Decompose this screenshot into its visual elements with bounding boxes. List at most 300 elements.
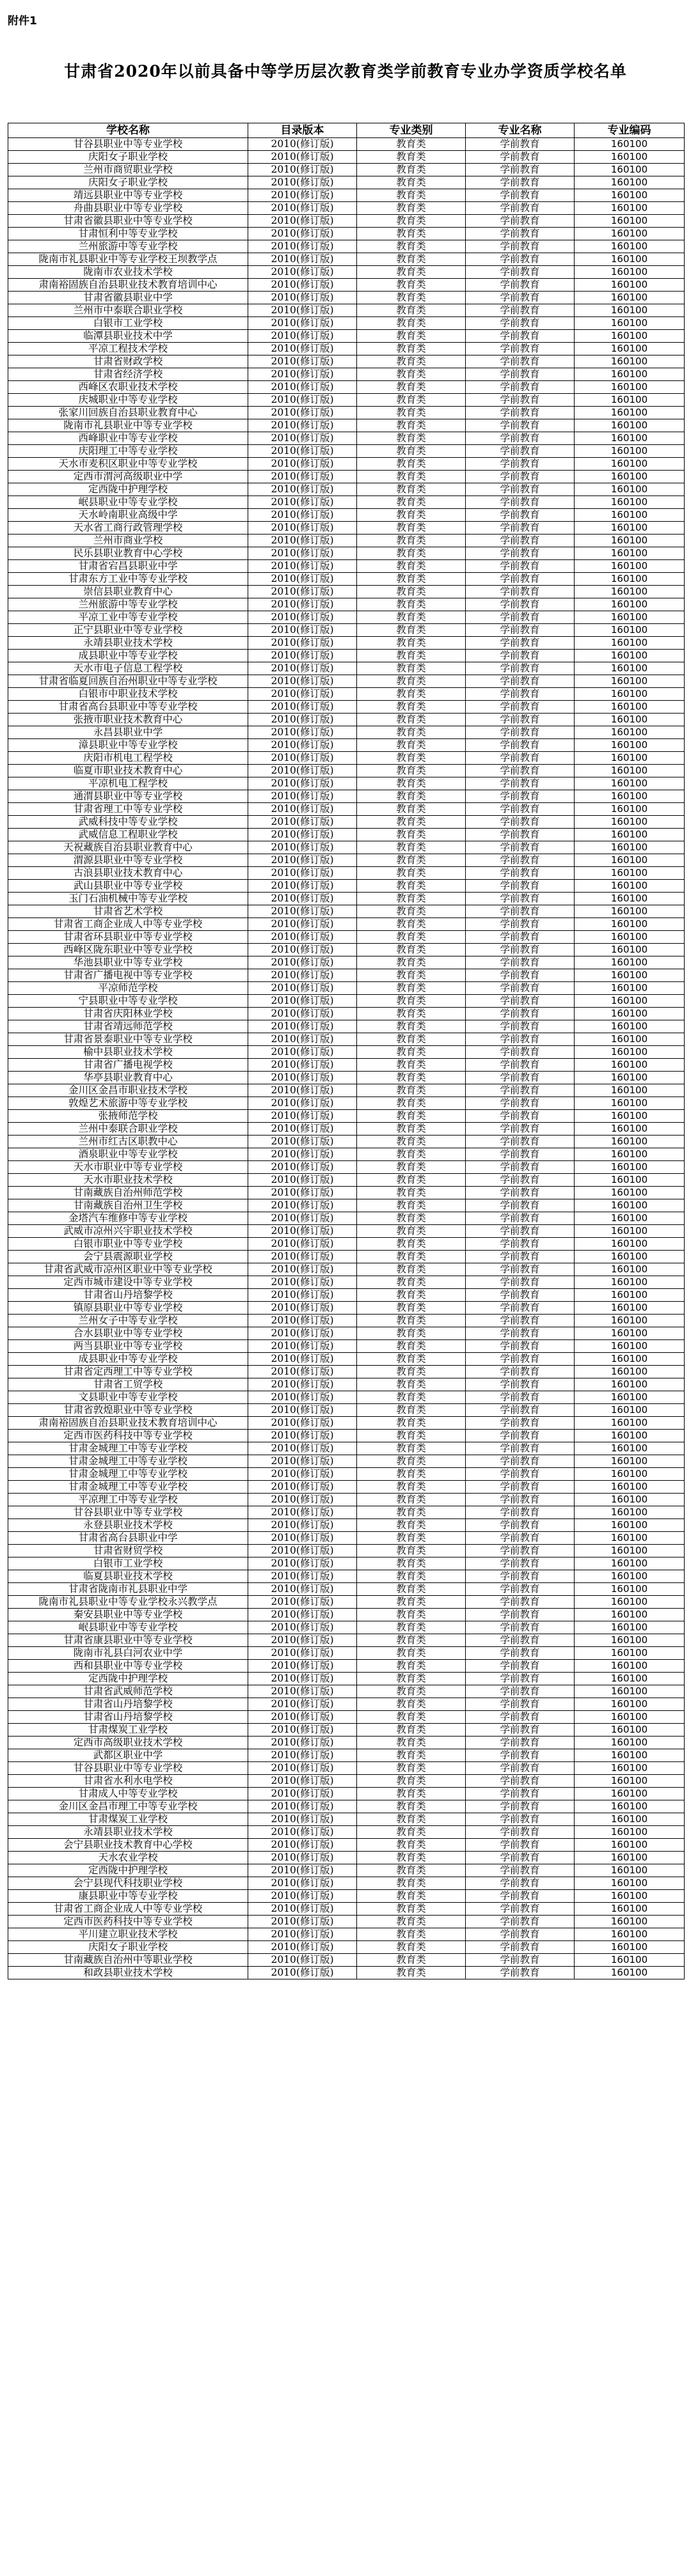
major-name-cell: 学前教育 [466, 151, 575, 164]
table-row [8, 662, 685, 675]
major-code-cell: 160100 [575, 407, 685, 419]
header-catalog-version: 目录版本 [248, 123, 357, 138]
major-code-cell: 160100 [575, 1852, 685, 1864]
major-name-cell: 学前教育 [466, 1954, 575, 1967]
catalog-version-cell: 2010(修订版) [248, 1583, 357, 1596]
school-name-cell: 定西市高级职业技术学校 [8, 1737, 248, 1749]
major-code-cell: 160100 [575, 1532, 685, 1545]
major-code-cell: 160100 [575, 202, 685, 215]
major-category-cell: 教育类 [357, 995, 466, 1008]
major-category-cell: 教育类 [357, 1251, 466, 1263]
major-code-cell: 160100 [575, 522, 685, 535]
school-name-cell: 甘肃恒利中等专业学校 [8, 228, 248, 240]
major-category-cell: 教育类 [357, 1340, 466, 1353]
table-row [8, 790, 685, 803]
major-category-cell: 教育类 [357, 1813, 466, 1826]
major-code-cell: 160100 [575, 956, 685, 969]
catalog-version-cell: 2010(修订版) [248, 1762, 357, 1775]
major-code-cell: 160100 [575, 1557, 685, 1570]
major-name-cell: 学前教育 [466, 598, 575, 611]
major-code-cell: 160100 [575, 752, 685, 765]
major-code-cell: 160100 [575, 1327, 685, 1340]
table-row [8, 1417, 685, 1430]
major-name-cell: 学前教育 [466, 739, 575, 752]
catalog-version-cell: 2010(修订版) [248, 1187, 357, 1199]
major-code-cell: 160100 [575, 1442, 685, 1455]
major-category-cell: 教育类 [357, 1916, 466, 1928]
major-code-cell: 160100 [575, 1148, 685, 1161]
major-code-cell: 160100 [575, 1788, 685, 1800]
major-name-cell: 学前教育 [466, 1020, 575, 1033]
major-name-cell: 学前教育 [466, 650, 575, 662]
major-code-cell: 160100 [575, 1954, 685, 1967]
major-category-cell: 教育类 [357, 1800, 466, 1813]
major-name-cell: 学前教育 [466, 918, 575, 931]
school-name-cell: 陇南市礼县职业中等专业学校 [8, 419, 248, 432]
major-category-cell: 教育类 [357, 1724, 466, 1737]
major-name-cell: 学前教育 [466, 880, 575, 893]
school-name-cell: 甘肃省艺术学校 [8, 905, 248, 918]
catalog-version-cell: 2010(修订版) [248, 637, 357, 650]
school-name-cell: 甘南藏族自治州师范学校 [8, 1187, 248, 1199]
major-category-cell: 教育类 [357, 1634, 466, 1647]
major-category-cell: 教育类 [357, 1967, 466, 1979]
catalog-version-cell: 2010(修订版) [248, 1570, 357, 1583]
major-name-cell: 学前教育 [466, 1928, 575, 1941]
catalog-version-cell: 2010(修订版) [248, 1084, 357, 1097]
school-name-cell: 天水市职业中等专业学校 [8, 1161, 248, 1174]
major-code-cell: 160100 [575, 509, 685, 522]
major-name-cell: 学前教育 [466, 471, 575, 483]
major-code-cell: 160100 [575, 151, 685, 164]
major-code-cell: 160100 [575, 1519, 685, 1532]
major-name-cell: 学前教育 [466, 1391, 575, 1404]
catalog-version-cell: 2010(修订版) [248, 790, 357, 803]
major-name-cell: 学前教育 [466, 1046, 575, 1059]
major-code-cell: 160100 [575, 1136, 685, 1148]
school-name-cell: 甘南藏族自治州中等职业学校 [8, 1954, 248, 1967]
major-code-cell: 160100 [575, 1366, 685, 1378]
table-row [8, 611, 685, 624]
table-row [8, 1276, 685, 1289]
catalog-version-cell: 2010(修订版) [248, 1660, 357, 1673]
major-category-cell: 教育类 [357, 1519, 466, 1532]
major-category-cell: 教育类 [357, 1225, 466, 1238]
major-code-cell: 160100 [575, 1020, 685, 1033]
table-row [8, 419, 685, 432]
major-code-cell: 160100 [575, 1033, 685, 1046]
header-school-name: 学校名称 [8, 123, 248, 138]
major-category-cell: 教育类 [357, 1046, 466, 1059]
table-row [8, 1251, 685, 1263]
major-code-cell: 160100 [575, 1302, 685, 1315]
catalog-version-cell: 2010(修订版) [248, 995, 357, 1008]
catalog-version-cell: 2010(修订版) [248, 598, 357, 611]
major-category-cell: 教育类 [357, 1072, 466, 1084]
school-name-cell: 漳县职业中等专业学校 [8, 739, 248, 752]
catalog-version-cell: 2010(修订版) [248, 1123, 357, 1136]
major-name-cell: 学前教育 [466, 228, 575, 240]
major-name-cell: 学前教育 [466, 637, 575, 650]
major-name-cell: 学前教育 [466, 368, 575, 381]
catalog-version-cell: 2010(修订版) [248, 1059, 357, 1072]
major-category-cell: 教育类 [357, 419, 466, 432]
major-name-cell: 学前教育 [466, 701, 575, 714]
major-category-cell: 教育类 [357, 483, 466, 496]
major-name-cell: 学前教育 [466, 394, 575, 407]
catalog-version-cell: 2010(修订版) [248, 381, 357, 394]
major-name-cell: 学前教育 [466, 509, 575, 522]
table-row [8, 1852, 685, 1864]
major-category-cell: 教育类 [357, 1302, 466, 1315]
table-row [8, 1877, 685, 1890]
catalog-version-cell: 2010(修订版) [248, 1494, 357, 1506]
school-name-cell: 甘肃省工贸学校 [8, 1378, 248, 1391]
major-code-cell: 160100 [575, 253, 685, 266]
document-title: 甘肃省2020年以前具备中等学历层次教育类学前教育专业办学资质学校名单 [64, 62, 627, 81]
catalog-version-cell: 2010(修订版) [248, 189, 357, 202]
major-category-cell: 教育类 [357, 1123, 466, 1136]
major-name-cell: 学前教育 [466, 1864, 575, 1877]
table-row [8, 1813, 685, 1826]
major-name-cell: 学前教育 [466, 1199, 575, 1212]
major-code-cell: 160100 [575, 1110, 685, 1123]
major-category-cell: 教育类 [357, 598, 466, 611]
table-row [8, 1903, 685, 1916]
catalog-version-cell: 2010(修订版) [248, 1928, 357, 1941]
table-row [8, 1839, 685, 1852]
major-name-cell: 学前教育 [466, 803, 575, 816]
major-name-cell: 学前教育 [466, 1263, 575, 1276]
major-code-cell: 160100 [575, 1468, 685, 1481]
catalog-version-cell: 2010(修订版) [248, 240, 357, 253]
catalog-version-cell: 2010(修订版) [248, 956, 357, 969]
table-row [8, 164, 685, 176]
table-row [8, 1225, 685, 1238]
major-category-cell: 教育类 [357, 982, 466, 995]
major-code-cell: 160100 [575, 829, 685, 841]
catalog-version-cell: 2010(修订版) [248, 1378, 357, 1391]
table-row [8, 1084, 685, 1097]
major-code-cell: 160100 [575, 688, 685, 701]
major-category-cell: 教育类 [357, 816, 466, 829]
catalog-version-cell: 2010(修订版) [248, 573, 357, 586]
major-code-cell: 160100 [575, 1084, 685, 1097]
catalog-version-cell: 2010(修订版) [248, 1954, 357, 1967]
table-row [8, 368, 685, 381]
school-name-cell: 平凉工业中等专业学校 [8, 611, 248, 624]
school-name-cell: 甘肃金城理工中等专业学校 [8, 1455, 248, 1468]
school-name-cell: 兰州旅游中等专业学校 [8, 240, 248, 253]
catalog-version-cell: 2010(修订版) [248, 164, 357, 176]
school-name-cell: 渭源县职业中等专业学校 [8, 854, 248, 867]
table-row [8, 1327, 685, 1340]
header-major-category: 专业类别 [357, 123, 466, 138]
table-row [8, 1775, 685, 1788]
school-name-cell: 白银市工业学校 [8, 317, 248, 330]
major-code-cell: 160100 [575, 880, 685, 893]
major-code-cell: 160100 [575, 918, 685, 931]
major-category-cell: 教育类 [357, 944, 466, 956]
catalog-version-cell: 2010(修订版) [248, 1430, 357, 1442]
table-row [8, 496, 685, 509]
major-name-cell: 学前教育 [466, 355, 575, 368]
major-name-cell: 学前教育 [466, 841, 575, 854]
table-row [8, 1621, 685, 1634]
table-row [8, 1353, 685, 1366]
table-row [8, 1673, 685, 1685]
table-row [8, 995, 685, 1008]
major-code-cell: 160100 [575, 458, 685, 471]
major-code-cell: 160100 [575, 1634, 685, 1647]
catalog-version-cell: 2010(修订版) [248, 1775, 357, 1788]
table-row [8, 1596, 685, 1609]
major-code-cell: 160100 [575, 1251, 685, 1263]
table-row [8, 1148, 685, 1161]
school-name-cell: 金川区金昌市理工中等专业学校 [8, 1800, 248, 1813]
major-category-cell: 教育类 [357, 164, 466, 176]
major-category-cell: 教育类 [357, 1430, 466, 1442]
catalog-version-cell: 2010(修订版) [248, 1916, 357, 1928]
major-code-cell: 160100 [575, 1583, 685, 1596]
table-row [8, 1698, 685, 1711]
catalog-version-cell: 2010(修订版) [248, 1020, 357, 1033]
table-row [8, 1928, 685, 1941]
catalog-version-cell: 2010(修订版) [248, 228, 357, 240]
major-code-cell: 160100 [575, 1749, 685, 1762]
major-code-cell: 160100 [575, 292, 685, 304]
major-category-cell: 教育类 [357, 1276, 466, 1289]
major-category-cell: 教育类 [357, 445, 466, 458]
major-category-cell: 教育类 [357, 1327, 466, 1340]
catalog-version-cell: 2010(修订版) [248, 496, 357, 509]
catalog-version-cell: 2010(修订版) [248, 765, 357, 777]
major-category-cell: 教育类 [357, 471, 466, 483]
school-name-cell: 庆阳市机电工程学校 [8, 752, 248, 765]
major-name-cell: 学前教育 [466, 1148, 575, 1161]
major-code-cell: 160100 [575, 1775, 685, 1788]
school-name-cell: 甘肃省广播电视学校 [8, 1059, 248, 1072]
major-code-cell: 160100 [575, 1698, 685, 1711]
school-name-cell: 甘谷县职业中等专业学校 [8, 1506, 248, 1519]
table-row [8, 1123, 685, 1136]
major-name-cell: 学前教育 [466, 496, 575, 509]
major-name-cell: 学前教育 [466, 1583, 575, 1596]
major-category-cell: 教育类 [357, 240, 466, 253]
major-code-cell: 160100 [575, 279, 685, 292]
major-category-cell: 教育类 [357, 343, 466, 355]
school-name-cell: 甘肃东方工业中等专业学校 [8, 573, 248, 586]
major-name-cell: 学前教育 [466, 1877, 575, 1890]
catalog-version-cell: 2010(修订版) [248, 471, 357, 483]
catalog-version-cell: 2010(修订版) [248, 279, 357, 292]
major-name-cell: 学前教育 [466, 726, 575, 739]
table-row [8, 675, 685, 688]
school-name-cell: 宁县职业中等专业学校 [8, 995, 248, 1008]
catalog-version-cell: 2010(修订版) [248, 662, 357, 675]
table-row [8, 1263, 685, 1276]
major-category-cell: 教育类 [357, 650, 466, 662]
major-code-cell: 160100 [575, 714, 685, 726]
table-row [8, 151, 685, 164]
table-row [8, 867, 685, 880]
table-row [8, 1378, 685, 1391]
major-name-cell: 学前教育 [466, 266, 575, 279]
major-code-cell: 160100 [575, 1494, 685, 1506]
catalog-version-cell: 2010(修订版) [248, 343, 357, 355]
major-code-cell: 160100 [575, 726, 685, 739]
major-category-cell: 教育类 [357, 1928, 466, 1941]
school-name-cell: 甘肃省高台县职业中学 [8, 1532, 248, 1545]
school-name-cell: 会宁县现代科技职业学校 [8, 1877, 248, 1890]
major-category-cell: 教育类 [357, 292, 466, 304]
major-name-cell: 学前教育 [466, 1762, 575, 1775]
major-name-cell: 学前教育 [466, 343, 575, 355]
table-row [8, 586, 685, 598]
school-name-cell: 甘肃省经济学校 [8, 368, 248, 381]
major-category-cell: 教育类 [357, 1532, 466, 1545]
major-code-cell: 160100 [575, 1289, 685, 1302]
major-code-cell: 160100 [575, 1967, 685, 1979]
major-category-cell: 教育类 [357, 202, 466, 215]
major-name-cell: 学前教育 [466, 675, 575, 688]
catalog-version-cell: 2010(修订版) [248, 1852, 357, 1864]
school-name-cell: 张掖师范学校 [8, 1110, 248, 1123]
major-code-cell: 160100 [575, 1263, 685, 1276]
major-code-cell: 160100 [575, 790, 685, 803]
major-name-cell: 学前教育 [466, 1967, 575, 1979]
major-name-cell: 学前教育 [466, 1813, 575, 1826]
table-row [8, 215, 685, 228]
major-code-cell: 160100 [575, 1212, 685, 1225]
school-name-cell: 甘肃省庆阳林业学校 [8, 1008, 248, 1020]
catalog-version-cell: 2010(修订版) [248, 1839, 357, 1852]
major-category-cell: 教育类 [357, 1762, 466, 1775]
school-name-cell: 天水农业学校 [8, 1852, 248, 1864]
major-code-cell: 160100 [575, 1800, 685, 1813]
catalog-version-cell: 2010(修订版) [248, 1442, 357, 1455]
catalog-version-cell: 2010(修订版) [248, 266, 357, 279]
major-name-cell: 学前教育 [466, 1161, 575, 1174]
table-row [8, 1136, 685, 1148]
school-name-cell: 酒泉职业中等专业学校 [8, 1148, 248, 1161]
school-name-cell: 武都区职业中学 [8, 1749, 248, 1762]
major-code-cell: 160100 [575, 1123, 685, 1136]
major-name-cell: 学前教育 [466, 535, 575, 547]
major-code-cell: 160100 [575, 1660, 685, 1673]
major-code-cell: 160100 [575, 1813, 685, 1826]
major-code-cell: 160100 [575, 1174, 685, 1187]
major-name-cell: 学前教育 [466, 1033, 575, 1046]
major-code-cell: 160100 [575, 1455, 685, 1468]
table-row [8, 956, 685, 969]
table-row [8, 1609, 685, 1621]
catalog-version-cell: 2010(修订版) [248, 1621, 357, 1634]
school-name-cell: 平凉师范学校 [8, 982, 248, 995]
catalog-version-cell: 2010(修订版) [248, 816, 357, 829]
major-name-cell: 学前教育 [466, 279, 575, 292]
major-code-cell: 160100 [575, 138, 685, 151]
major-category-cell: 教育类 [357, 1097, 466, 1110]
major-code-cell: 160100 [575, 1762, 685, 1775]
major-category-cell: 教育类 [357, 355, 466, 368]
major-category-cell: 教育类 [357, 407, 466, 419]
catalog-version-cell: 2010(修订版) [248, 1481, 357, 1494]
major-name-cell: 学前教育 [466, 752, 575, 765]
major-name-cell: 学前教育 [466, 189, 575, 202]
catalog-version-cell: 2010(修订版) [248, 867, 357, 880]
major-code-cell: 160100 [575, 432, 685, 445]
major-category-cell: 教育类 [357, 509, 466, 522]
catalog-version-cell: 2010(修订版) [248, 1008, 357, 1020]
major-name-cell: 学前教育 [466, 1685, 575, 1698]
major-name-cell: 学前教育 [466, 867, 575, 880]
catalog-version-cell: 2010(修订版) [248, 1647, 357, 1660]
major-name-cell: 学前教育 [466, 905, 575, 918]
catalog-version-cell: 2010(修订版) [248, 688, 357, 701]
school-name-cell: 定西陇中护理学校 [8, 483, 248, 496]
catalog-version-cell: 2010(修订版) [248, 752, 357, 765]
major-code-cell: 160100 [575, 611, 685, 624]
major-name-cell: 学前教育 [466, 1660, 575, 1673]
major-category-cell: 教育类 [357, 1737, 466, 1749]
major-code-cell: 160100 [575, 1046, 685, 1059]
major-category-cell: 教育类 [357, 560, 466, 573]
table-row [8, 176, 685, 189]
major-code-cell: 160100 [575, 841, 685, 854]
major-code-cell: 160100 [575, 240, 685, 253]
table-row [8, 1532, 685, 1545]
school-name-cell: 兰州市商业学校 [8, 535, 248, 547]
major-category-cell: 教育类 [357, 1353, 466, 1366]
major-category-cell: 教育类 [357, 496, 466, 509]
major-category-cell: 教育类 [357, 752, 466, 765]
major-category-cell: 教育类 [357, 1570, 466, 1583]
major-name-cell: 学前教育 [466, 944, 575, 956]
major-name-cell: 学前教育 [466, 1890, 575, 1903]
school-name-cell: 甘肃省高台县职业中等专业学校 [8, 701, 248, 714]
major-category-cell: 教育类 [357, 1839, 466, 1852]
major-code-cell: 160100 [575, 215, 685, 228]
major-name-cell: 学前教育 [466, 138, 575, 151]
major-category-cell: 教育类 [357, 675, 466, 688]
table-row [8, 407, 685, 419]
major-name-cell: 学前教育 [466, 1800, 575, 1813]
school-name-cell: 成县职业中等专业学校 [8, 1353, 248, 1366]
school-name-cell: 天祝藏族自治县职业教育中心 [8, 841, 248, 854]
catalog-version-cell: 2010(修订版) [248, 944, 357, 956]
major-category-cell: 教育类 [357, 1621, 466, 1634]
school-name-cell: 榆中县职业技术学校 [8, 1046, 248, 1059]
school-name-cell: 甘肃省广播电视中等专业学校 [8, 969, 248, 982]
major-category-cell: 教育类 [357, 854, 466, 867]
major-name-cell: 学前教育 [466, 586, 575, 598]
table-row [8, 637, 685, 650]
catalog-version-cell: 2010(修订版) [248, 1673, 357, 1685]
major-name-cell: 学前教育 [466, 1647, 575, 1660]
school-name-cell: 岷县职业中等专业学校 [8, 496, 248, 509]
major-category-cell: 教育类 [357, 1468, 466, 1481]
catalog-version-cell: 2010(修订版) [248, 432, 357, 445]
table-row [8, 381, 685, 394]
school-name-cell: 平凉工程技术学校 [8, 343, 248, 355]
major-category-cell: 教育类 [357, 1174, 466, 1187]
major-category-cell: 教育类 [357, 458, 466, 471]
major-name-cell: 学前教育 [466, 1302, 575, 1315]
major-name-cell: 学前教育 [466, 1174, 575, 1187]
table-row [8, 1174, 685, 1187]
major-code-cell: 160100 [575, 1506, 685, 1519]
